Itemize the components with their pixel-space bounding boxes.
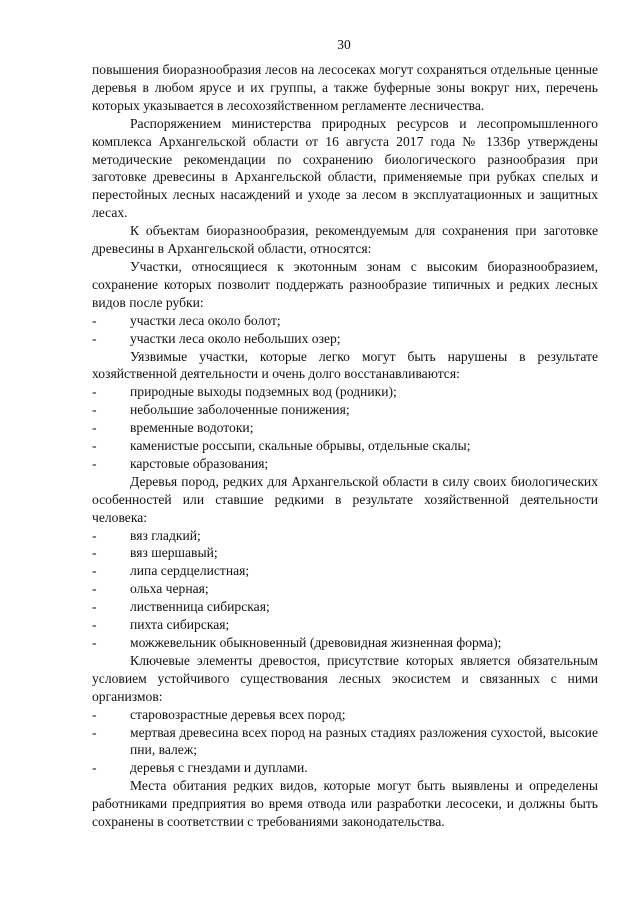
- list-item-text: природные выходы подземных вод (родники);: [130, 384, 397, 400]
- list-item-text: вяз шершавый;: [130, 545, 218, 561]
- list-item-text: деревья с гнездами и дуплами.: [130, 760, 308, 776]
- list-item: [92, 759, 598, 777]
- list-dash: -: [92, 599, 97, 615]
- list-item: [92, 312, 598, 330]
- list-item: [92, 455, 598, 473]
- list-item-text: временные водотоки;: [130, 420, 254, 436]
- list-item-text: участки леса около болот;: [130, 312, 281, 328]
- paragraph: Места обитания редких видов, которые могут быть выявлены и определены работниками предприятия во время отвода или разработки лесосеки, и должны быть сохранены в соответствии с требованиями законодательства.: [92, 778, 598, 830]
- list-dash: -: [92, 581, 97, 597]
- list-dash: -: [92, 527, 97, 543]
- list-item-text: пихта сибирская;: [130, 617, 230, 633]
- page-number: 30: [337, 37, 351, 52]
- list-dash: -: [92, 635, 97, 650]
- list-item-text: вяз гладкий;: [130, 527, 201, 543]
- list-dash: -: [92, 545, 97, 561]
- list-dash: -: [92, 312, 97, 328]
- list-item: [92, 330, 598, 348]
- list-item-text: лиственница сибирская;: [130, 599, 270, 615]
- paragraph: Деревья пород, редких для Архангельской области в силу своих биологических особенностей или ставшие редкими в результате хозяйственной деятельности человека:: [92, 473, 598, 525]
- list-item-text: липа сердцелистная;: [130, 563, 250, 579]
- list-item: [92, 706, 598, 724]
- list-item: [92, 724, 598, 760]
- list-dash: -: [92, 420, 97, 436]
- list-item-text: старовозрастные деревья всех пород;: [130, 706, 346, 722]
- paragraph: Ключевые элементы древостоя, присутствие которых является обязательным условием устойчивого существования лесных экосистем и связанных с ними организмов:: [92, 652, 598, 704]
- list-dash: -: [92, 760, 97, 776]
- list-dash: -: [92, 617, 97, 633]
- paragraph: К объектам биоразнообразия, рекомендуемым для сохранения при заготовке древесины в Архангельской области, относятся:: [92, 223, 598, 257]
- list-item: [92, 562, 598, 580]
- list-item: [92, 383, 598, 401]
- list-item-text: мертвая древесина всех пород на разных стадиях разложения сухостой, высокие пни, валеж;: [130, 724, 598, 758]
- list-item-text: каменистые россыпи, скальные обрывы, отдельные скалы;: [130, 438, 471, 454]
- list-item: [92, 580, 598, 598]
- list-dash: -: [92, 438, 97, 454]
- paragraph: повышения биоразнообразия лесов на лесосеках могут сохраняться отдельные ценные деревья в любом ярусе и их группы, а также буферные зоны вокруг них, перечень которых указывается в лесохозяйственном регламенте лесничества.: [92, 62, 598, 113]
- list-item-text: карстовые образования;: [130, 455, 269, 471]
- list-item: [92, 616, 598, 634]
- list-item-text: участки леса около небольших озер;: [130, 330, 341, 346]
- list-dash: -: [92, 384, 97, 400]
- list-item: [92, 598, 598, 616]
- list-item-text: можжевельник обыкновенный (древовидная жизненная форма);: [130, 635, 502, 650]
- list-item: [92, 527, 598, 545]
- list-item-text: небольшие заболоченные понижения;: [130, 402, 350, 418]
- paragraph: Участки, относящиеся к экотонным зонам с высоким биоразнообразием, сохранение которых позволит поддержать разнообразие типичных и редких лесных видов после рубки:: [92, 258, 598, 310]
- list-dash: -: [92, 724, 97, 740]
- list-item: [92, 401, 598, 419]
- list-dash: -: [92, 330, 97, 346]
- list-dash: -: [92, 563, 97, 579]
- list-item: [92, 634, 598, 652]
- list-item: [92, 437, 598, 455]
- list-dash: -: [92, 706, 97, 722]
- list-item: [92, 419, 598, 437]
- list-item: [92, 544, 598, 562]
- list-item-text: ольха черная;: [130, 581, 209, 597]
- list-dash: -: [92, 455, 97, 471]
- paragraph: Распоряжением министерства природных ресурсов и лесопромышленного комплекса Архангельской области от 16 августа 2017 года № 1336р утверждены методические рекомендации по сохранению биологического разнообразия при заготовке древесины в Архангельской области, применяемые при рубках спелых и перестойных лесных насаждений и уходе за лесом в эксплуатационных и защитных лесах.: [92, 115, 598, 221]
- document-body: [92, 61, 598, 831]
- list-dash: -: [92, 402, 97, 418]
- paragraph: Уязвимые участки, которые легко могут быть нарушены в результате хозяйственной деятельности и очень долго восстанавливаются:: [92, 348, 598, 382]
